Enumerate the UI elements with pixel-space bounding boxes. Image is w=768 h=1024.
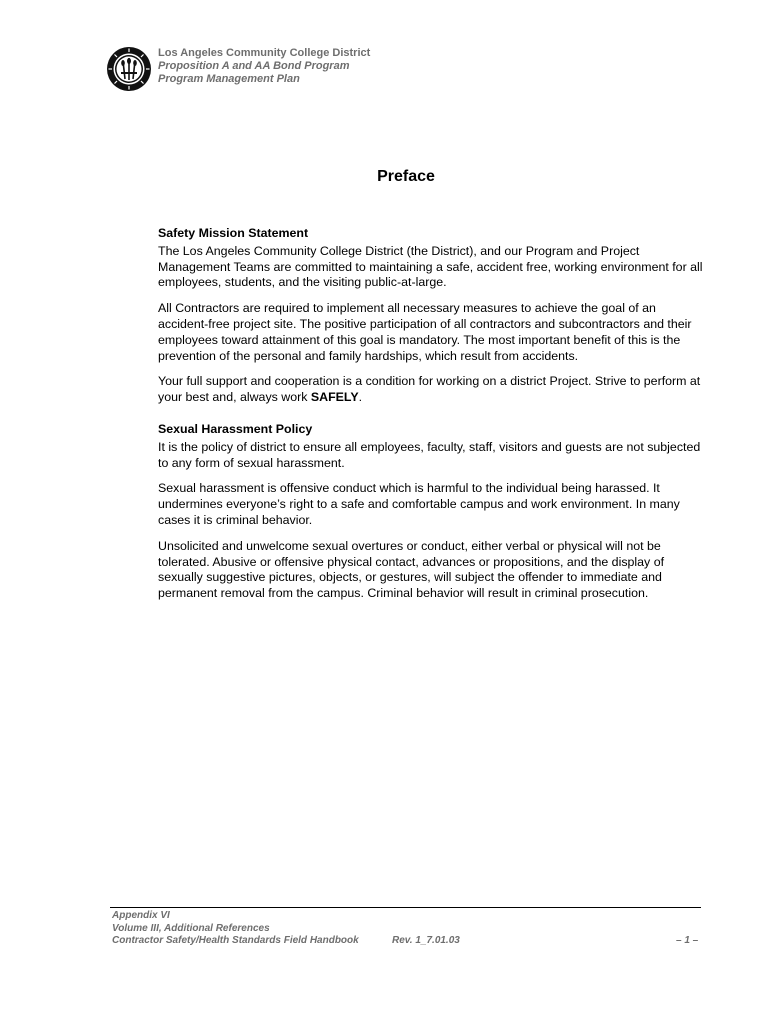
header-program: Proposition A and AA Bond Program <box>158 60 350 72</box>
document-header <box>158 47 370 86</box>
footer-appendix: Appendix VI <box>112 910 170 921</box>
footer-divider <box>110 907 701 908</box>
footer-revision: Rev. 1_7.01.03 <box>392 935 460 946</box>
safety-paragraph-3 <box>158 374 703 406</box>
page-title: Preface <box>377 168 435 185</box>
safety-paragraph-1: The Los Angeles Community College District (the District), and our Program and Project Management Teams are committed to maintaining a safe, accident free, working environment for all employees, students, and the visiting public-at-large. <box>158 243 703 290</box>
page-number: – 1 – <box>676 935 699 946</box>
safely-emphasis: SAFELY <box>310 390 359 405</box>
header-organization: Los Angeles Community College District <box>158 47 371 59</box>
safety-p3-end: . <box>358 390 363 405</box>
district-seal-icon <box>106 46 152 92</box>
harassment-heading: Sexual Harassment Policy <box>158 421 313 436</box>
safety-heading: Safety Mission Statement <box>158 226 309 240</box>
footer-handbook: Contractor Safety/Health Standards Field Handbook <box>112 935 359 946</box>
document-body <box>158 226 703 612</box>
header-plan: Program Management Plan <box>158 73 300 85</box>
harassment-paragraph-2: Sexual harassment is offensive conduct which is harmful to the individual being harassed. It undermines everyone’s right to a safe and comfortable campus and work environment. In many cases it is criminal behavior. <box>158 481 680 527</box>
harassment-paragraph-1: It is the policy of district to ensure all employees, faculty, staff, visitors and guests are not subjected to any form of sexual harassment. <box>158 439 701 470</box>
footer-volume: Volume III, Additional References <box>112 922 270 934</box>
safety-p3-text: Your full support and cooperation is a condition for working on a district Project. Strive to perform at your best and, always work <box>158 374 701 405</box>
document-footer <box>112 910 460 948</box>
harassment-paragraph-3: Unsolicited and unwelcome sexual overtures or conduct, either verbal or physical will not be tolerated. Abusive or offensive physical contact, advances or propositions, and the display of sexually suggestive pictures, objects, or gestures, will subject the offender to immediate and permanent removal from the campus. Criminal behavior will result in criminal prosecution. <box>158 538 665 601</box>
safety-paragraph-2: All Contractors are required to implement all necessary measures to achieve the goal of an accident-free project site. The positive participation of all contractors and subcontractors and their employees toward attainment of this goal is mandatory. The most important benefit of this is the prevention of the personal and family hardships, which result from accidents. <box>158 301 692 363</box>
